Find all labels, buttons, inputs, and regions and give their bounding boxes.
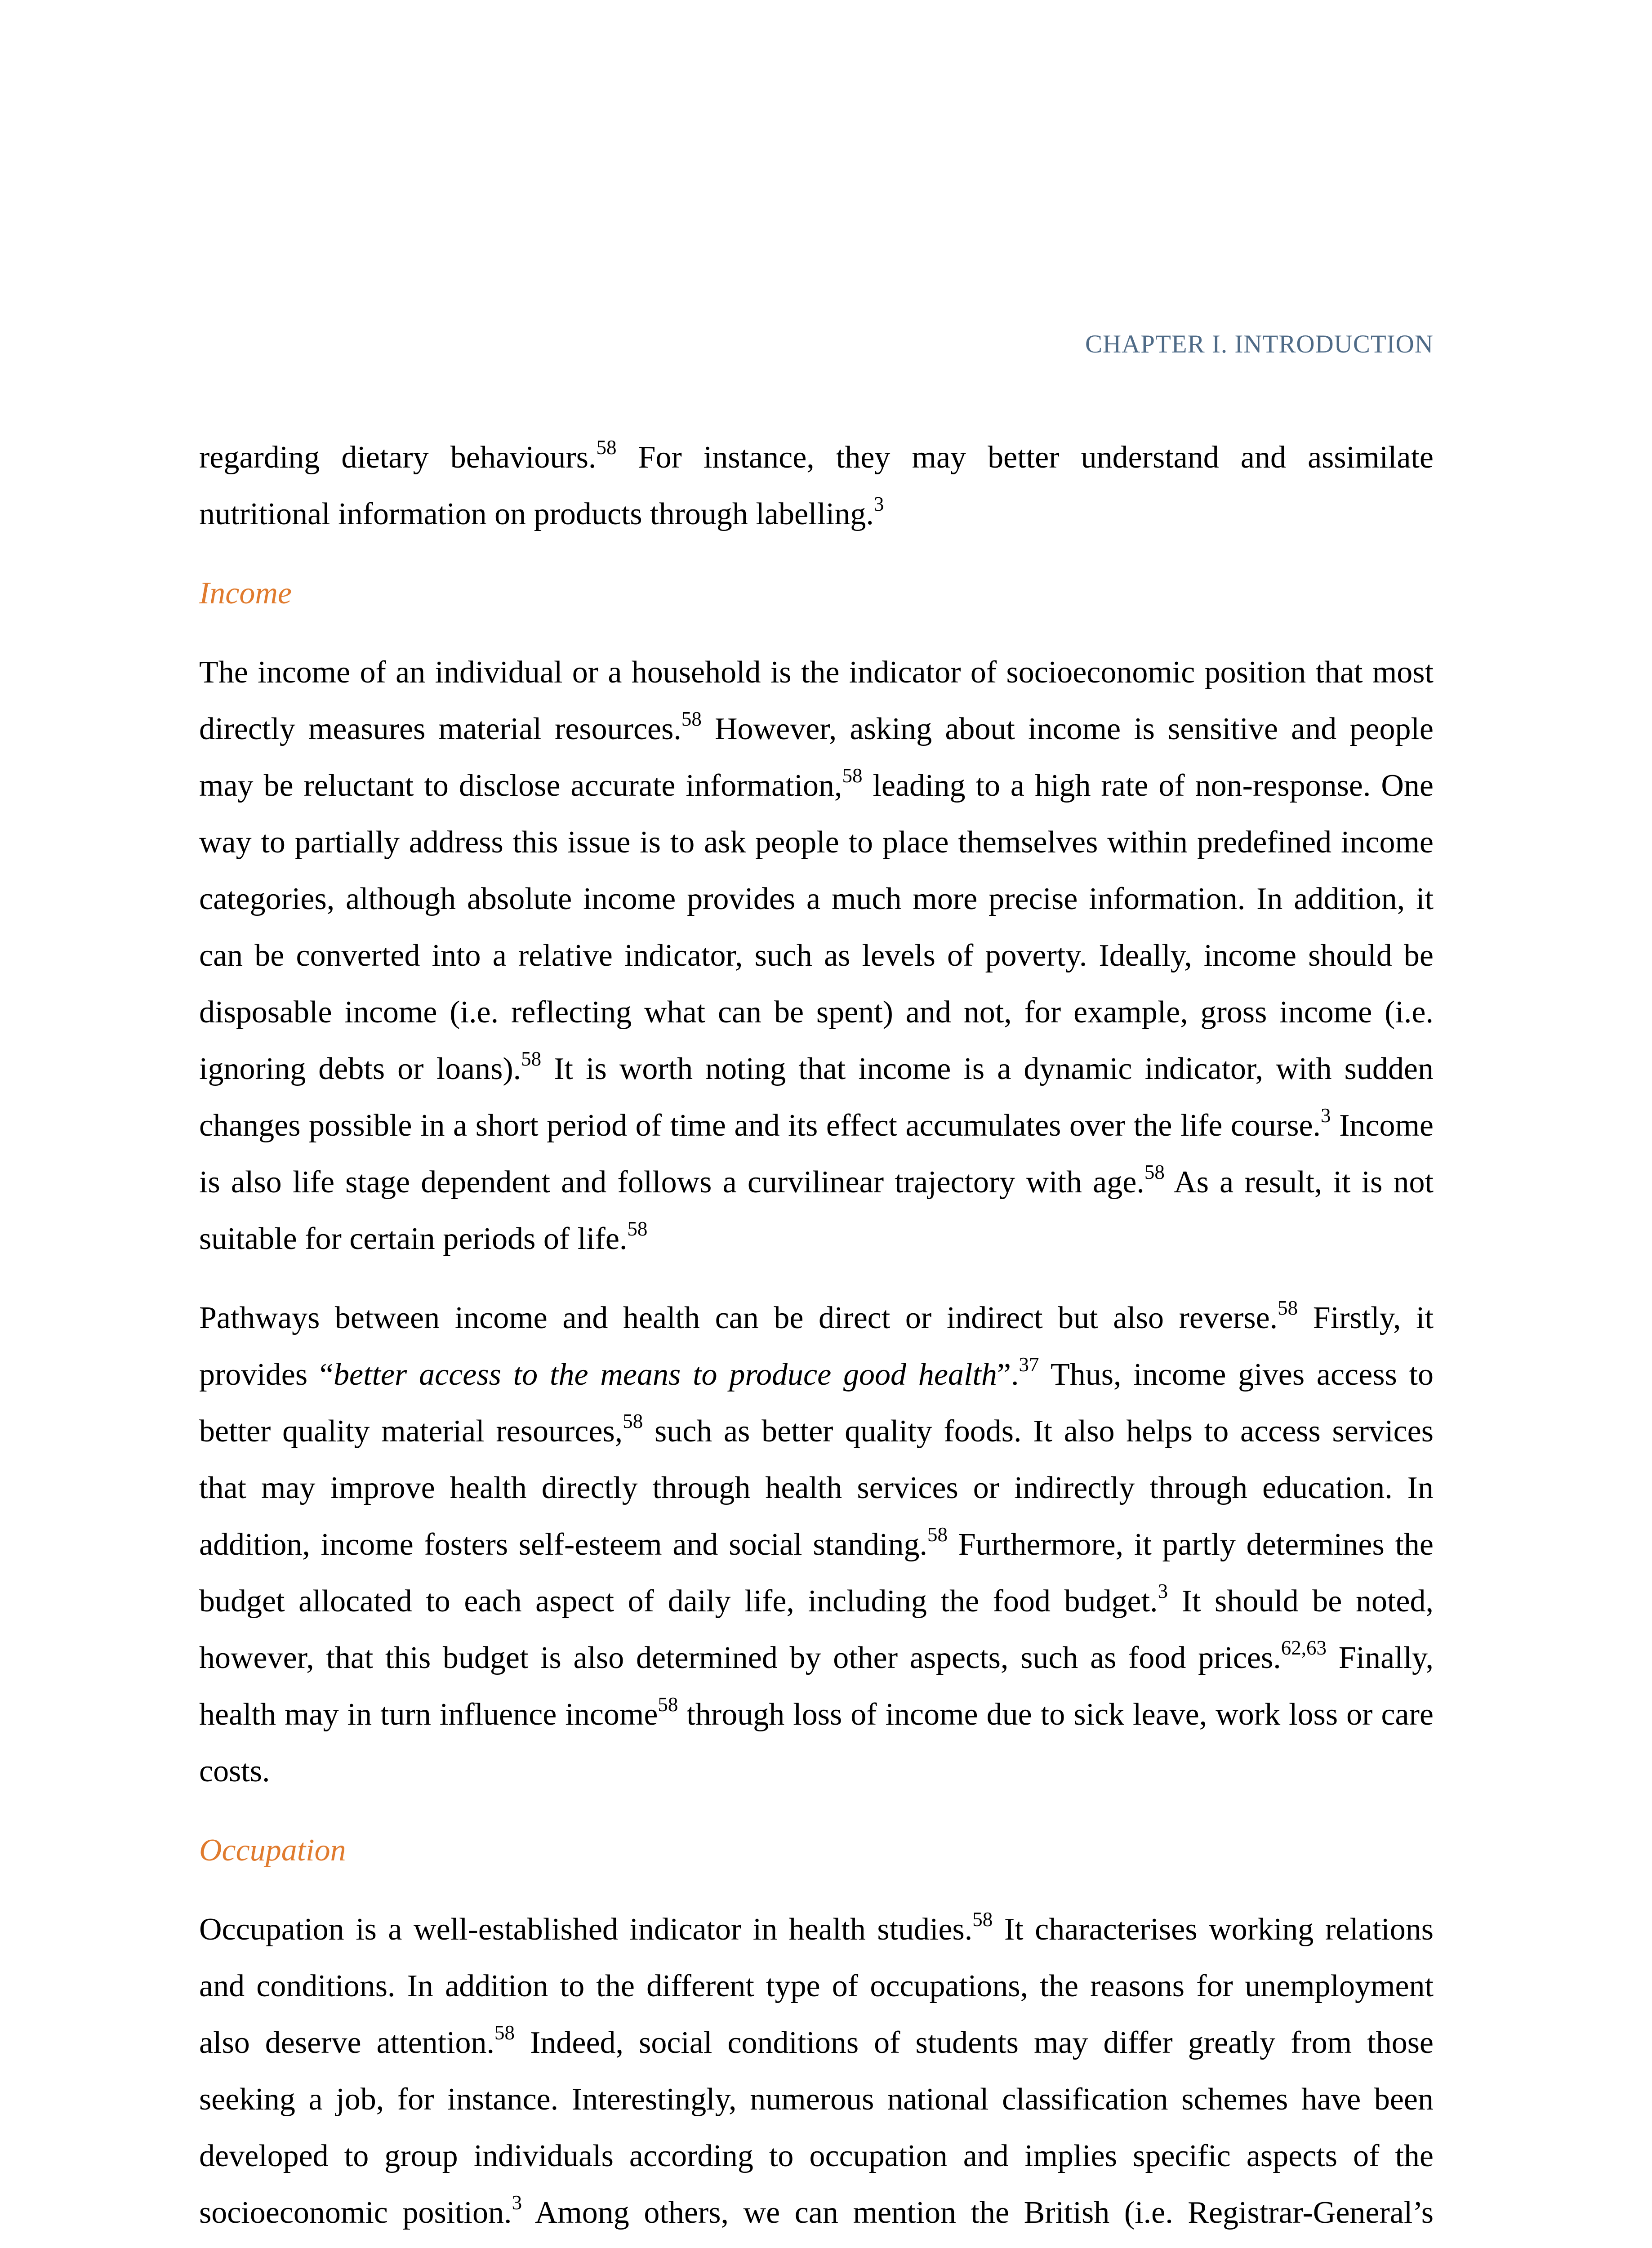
citation: 62,63 [1281,1636,1327,1659]
citation: 58 [972,1908,993,1931]
citation: 58 [494,2021,515,2044]
running-header: CHAPTER I. INTRODUCTION [1085,330,1434,358]
paragraph-occupation: Occupation is a well-established indicator in health studies.$^{58}$ It characterises working relations and conditions. In addition to the different type of occupations, the reasons for unemployment also deserve attention.$^{58}$ Indeed, social conditions of students may differ greatly from those seeking a job, for instance. Interestingly, numerous national classification schemes have been developed to group individuals according to occupation and implies specific aspects of the socioeconomic position.$^3$ Among others, we can mention the British (i.e. Registrar-General’s [199,1908,1434,2230]
section-heading-income: Income [199,576,292,611]
paragraph-income-definition: The income of an individual or a household is the indicator of socioeconomic position that most directly measures material resources.$^{58}$ However, asking about income is sensitive and people may be reluctant to disclose accurate information,$^{58}$ leading to a high rate of non-response. One way to partially address this issue is to ask people to place themselves within predefined income categories, although absolute income provides a much more precise information. In addition, it can be converted into a relative indicator, such as levels of poverty. Ideally, income should be disposable income (i.e. reflecting what can be spent) and not, for example, gross income (i.e. ignoring debts or loans).$^{58}$ It is worth noting that income is a dynamic indicator, with sudden changes possible in a short period of time and its effect accumulates over the life course.$^3$ Income is also life stage dependent and follows a curvilinear trajectory with age.$^{58}$ As a result, it is not suitable for certain periods of life.$^{58}$ [199,655,1434,1256]
citation: 37 [1019,1353,1039,1376]
citation: 3 [512,2191,522,2214]
citation: 58 [658,1693,678,1716]
citation: 58 [1278,1296,1298,1319]
citation: 58 [596,436,617,459]
section-heading-occupation: Occupation [199,1833,346,1868]
citation: 58 [521,1047,542,1070]
paragraph-income-pathways: Pathways between income and health can be direct or indirect but also reverse.$^{58}$ Firstly, it provides “better access to the means to produce good health”.$^{37}$ Thus, income gives access to better quality material resources,$^{58}$ such as better quality foods. It also helps to access services that may improve health directly through health services or indirectly through education. In addition, income fosters self-esteem and social standing.$^{58}$ Furthermore, it partly determines the budget allocated to each aspect of daily life, including the food budget.$^3$ It should be noted, however, that this budget is also determined by other aspects, such as food prices.$^{62,63}$ Finally, health may in turn influence income$^{58}$ through loss of income due to sick leave, work loss or care costs. [199,1296,1434,1789]
quote: better access to the means to produce good health [334,1357,997,1392]
citation: 58 [623,1409,643,1432]
citation: 58 [627,1217,648,1240]
citation: 3 [873,492,884,515]
body-text [199,429,1434,2248]
citation: 58 [842,764,863,787]
citation: 58 [927,1523,948,1546]
citation: 58 [681,707,702,730]
citation: 58 [1144,1160,1165,1183]
citation: 3 [1158,1579,1168,1602]
citation: 3 [1321,1104,1331,1127]
paragraph-dietary: regarding dietary behaviours.$^{58}$ For instance, they may better understand and assimilate nutritional information on products through labelling.$^3$ [199,436,1434,531]
